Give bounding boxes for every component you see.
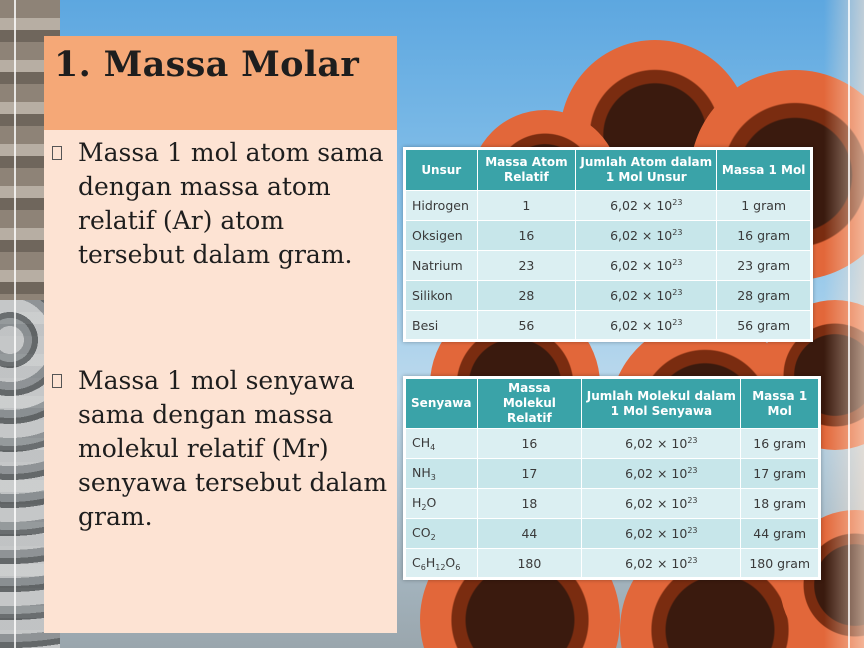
formula-subscript: 3 — [430, 473, 436, 482]
count-exponent: 23 — [687, 436, 698, 445]
cell-count — [576, 281, 717, 311]
table-row — [405, 251, 812, 281]
header-cell: Massa Molekul Relatif — [477, 378, 582, 429]
bullet-box-icon — [52, 146, 62, 160]
formula-symbol: H — [425, 554, 436, 570]
table-row — [405, 281, 812, 311]
cell-count — [576, 191, 717, 221]
count-exponent: 23 — [672, 258, 683, 267]
formula-symbol: NH — [412, 465, 431, 480]
count-base: 6,02 × 10 — [610, 198, 673, 213]
table-header-row — [405, 378, 820, 429]
cell-count — [582, 459, 741, 489]
cell-molar-mass: 18 gram — [741, 489, 820, 519]
count-exponent: 23 — [687, 466, 698, 475]
count-exponent: 23 — [687, 526, 698, 535]
cell-relative-mass: 23 — [477, 251, 576, 281]
formula-subscript: 6 — [420, 562, 426, 572]
title-band — [44, 36, 397, 130]
formula-symbol: C — [412, 554, 421, 570]
cell-molar-mass: 28 gram — [717, 281, 812, 311]
cell-formula — [405, 489, 478, 519]
cell-molar-mass: 16 gram — [717, 221, 812, 251]
cell-formula — [405, 519, 478, 549]
cell-count — [576, 311, 717, 341]
cell-relative-mass: 17 — [477, 459, 582, 489]
count-exponent: 23 — [672, 288, 683, 297]
cell-count — [582, 519, 741, 549]
formula-symbol: O — [426, 495, 437, 510]
count-base: 6,02 × 10 — [610, 258, 673, 273]
cell-molar-mass: 23 gram — [717, 251, 812, 281]
formula-subscript: 2 — [430, 533, 436, 542]
cell-count — [576, 251, 717, 281]
table-row — [405, 489, 820, 519]
count-exponent: 23 — [672, 198, 683, 207]
table-body — [405, 429, 820, 579]
bullet-item — [52, 136, 388, 272]
count-base: 6,02 × 10 — [610, 228, 673, 243]
cell-molar-mass: 180 gram — [741, 549, 820, 579]
count-base: 6,02 × 10 — [625, 496, 688, 511]
header-cell: Massa Atom Relatif — [477, 149, 576, 191]
cell-count — [582, 489, 741, 519]
count-exponent: 23 — [687, 496, 698, 505]
count-base: 6,02 × 10 — [610, 317, 673, 333]
cell-formula — [405, 459, 478, 489]
background-glow — [824, 0, 864, 648]
table-row — [405, 311, 812, 341]
formula-subscript: 12 — [435, 562, 446, 572]
table-row — [405, 459, 820, 489]
table-unsur — [403, 147, 813, 342]
cell-formula — [405, 549, 478, 579]
bullet-box-icon — [52, 374, 62, 388]
cell-count — [582, 429, 741, 459]
count-base: 6,02 × 10 — [625, 436, 688, 451]
cell-relative-mass: 44 — [477, 519, 582, 549]
cell-relative-mass: 16 — [477, 429, 582, 459]
slide-border-left — [14, 0, 16, 648]
cell-element: Silikon — [405, 281, 478, 311]
count-base: 6,02 × 10 — [625, 466, 688, 481]
count-base: 6,02 × 10 — [610, 288, 673, 303]
table-header-row — [405, 149, 812, 191]
table-body — [405, 191, 812, 341]
formula-symbol: CO — [412, 525, 431, 540]
header-cell: Massa 1 Mol — [741, 378, 820, 429]
formula-subscript: 4 — [430, 443, 436, 452]
bullet-text: Massa 1 mol atom sama dengan massa atom relatif (Ar) atom tersebut dalam gram. — [78, 138, 384, 269]
formula-subscript: 6 — [455, 562, 461, 572]
header-cell: Jumlah Molekul dalam 1 Mol Senyawa — [582, 378, 741, 429]
header-cell: Massa 1 Mol — [717, 149, 812, 191]
formula-symbol: H — [412, 495, 422, 510]
slide-title: 1. Massa Molar — [54, 44, 360, 85]
header-cell: Jumlah Atom dalam 1 Mol Unsur — [576, 149, 717, 191]
table-row — [405, 519, 820, 549]
table-row — [405, 221, 812, 251]
cell-relative-mass: 1 — [477, 191, 576, 221]
cell-molar-mass: 56 gram — [717, 311, 812, 341]
cell-molar-mass: 16 gram — [741, 429, 820, 459]
header-cell: Senyawa — [405, 378, 478, 429]
cell-element: Oksigen — [405, 221, 478, 251]
cell-relative-mass: 18 — [477, 489, 582, 519]
table-senyawa — [403, 376, 821, 580]
table-row — [405, 549, 820, 579]
count-exponent: 23 — [687, 555, 698, 565]
slide-border-right — [848, 0, 850, 648]
bullet-text: Massa 1 mol senyawa sama dengan massa molekul relatif (Mr) senyawa tersebut dalam gram. — [78, 366, 388, 531]
cell-relative-mass: 28 — [477, 281, 576, 311]
table-row — [405, 191, 812, 221]
table-row — [405, 429, 820, 459]
count-base: 6,02 × 10 — [625, 526, 688, 541]
cell-relative-mass: 180 — [477, 549, 582, 579]
cell-relative-mass: 16 — [477, 221, 576, 251]
count-base: 6,02 × 10 — [625, 555, 688, 571]
text-panel — [44, 36, 397, 633]
cell-molar-mass: 44 gram — [741, 519, 820, 549]
cell-count — [582, 549, 741, 579]
count-exponent: 23 — [672, 317, 683, 327]
cell-element: Natrium — [405, 251, 478, 281]
formula-symbol: CH — [412, 435, 431, 450]
cell-molar-mass: 17 gram — [741, 459, 820, 489]
formula-subscript: 2 — [421, 503, 427, 512]
formula-symbol: O — [445, 554, 456, 570]
bullet-item — [52, 364, 388, 534]
cell-count — [576, 221, 717, 251]
cell-element: Hidrogen — [405, 191, 478, 221]
cell-relative-mass: 56 — [477, 311, 576, 341]
header-cell: Unsur — [405, 149, 478, 191]
cell-formula — [405, 429, 478, 459]
count-exponent: 23 — [672, 228, 683, 237]
cell-element: Besi — [405, 311, 478, 341]
cell-molar-mass: 1 gram — [717, 191, 812, 221]
